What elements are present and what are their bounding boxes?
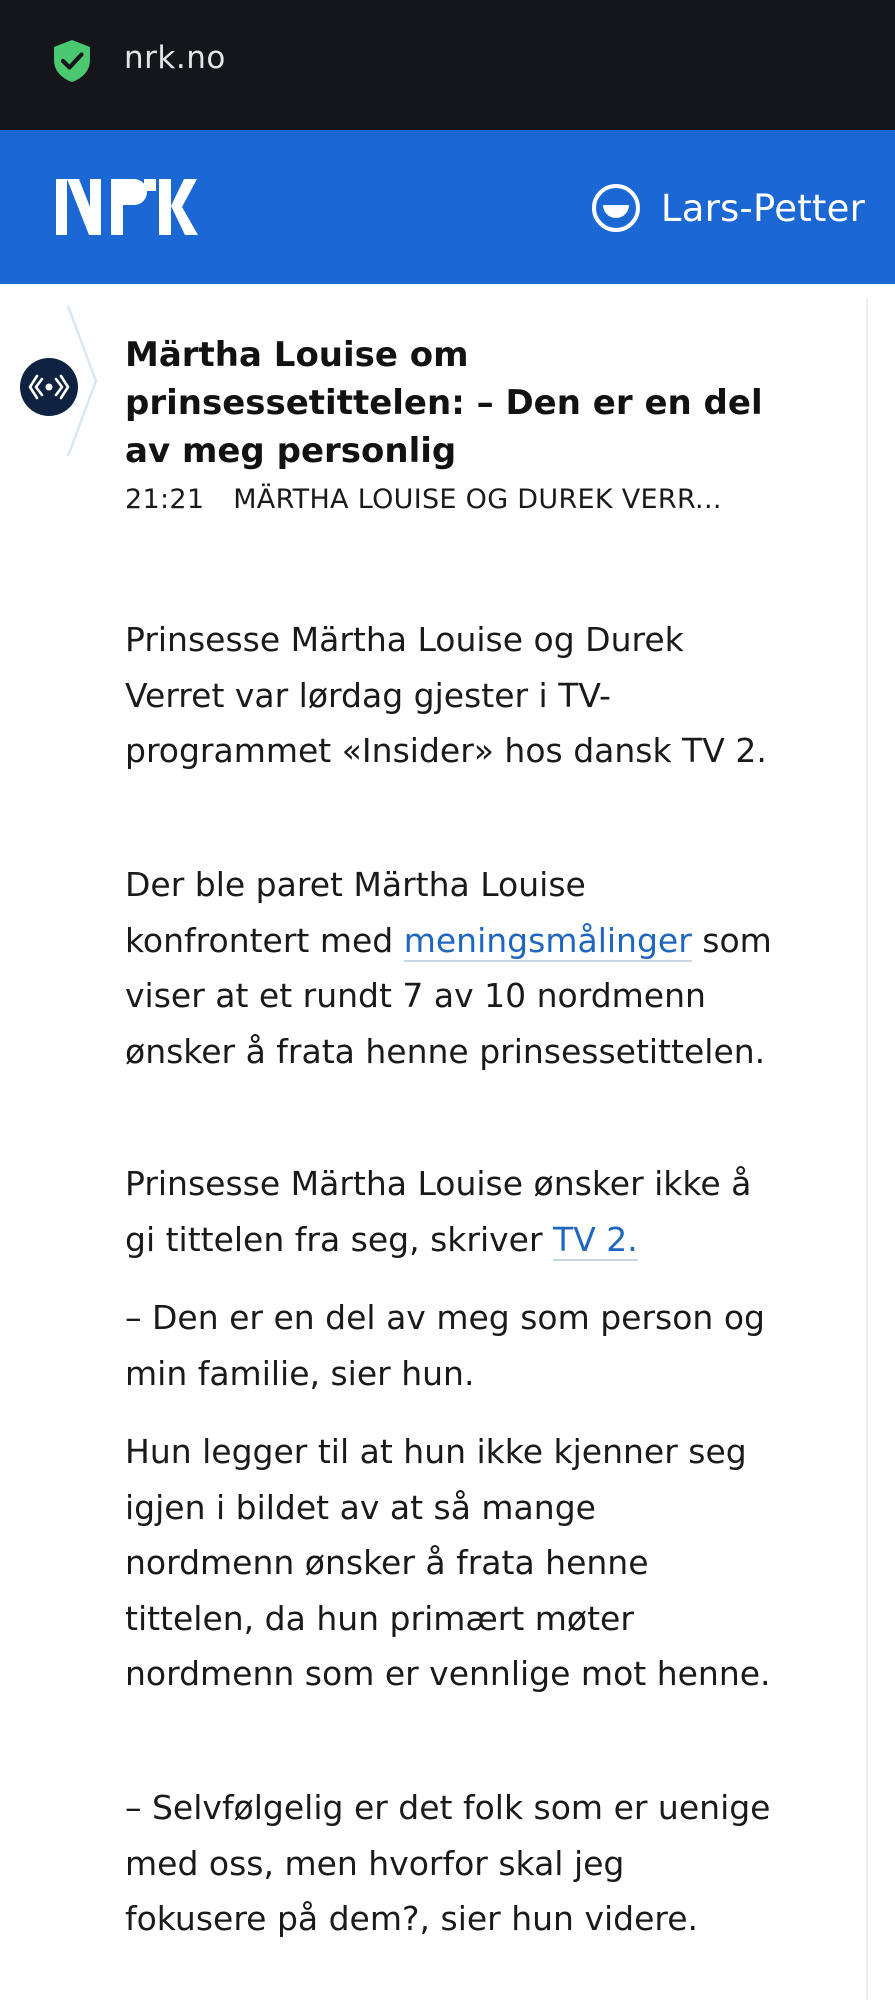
paragraph-3 bbox=[125, 1156, 775, 1267]
paragraph-3-text: Prinsesse Märtha Louise ønsker ikke å gi tittelen fra seg, skriver bbox=[125, 1164, 752, 1259]
paragraph-1: Prinsesse Märtha Louise og Durek Verret var lørdag gjester i TV-programmet «Insider» hos dansk TV 2. bbox=[125, 620, 767, 770]
paragraph-2-text-a: Der ble paret Märtha Louise konfrontert med bbox=[125, 865, 586, 960]
link-meningsmalinger[interactable]: meningsmålinger bbox=[403, 920, 692, 960]
feed-divider bbox=[866, 298, 868, 2000]
browser-address-bar bbox=[0, 0, 895, 130]
profile-name: Lars-Petter bbox=[660, 186, 865, 230]
paragraph-2 bbox=[125, 857, 775, 1079]
paragraph-5: Hun legger til at hun ikke kjenner seg igjen i bildet av at så mange nordmenn ønsker å frata henne tittelen, da hun primært møter nordmenn som er vennlige mot henne. bbox=[125, 1432, 771, 1693]
address-url[interactable]: nrk.no bbox=[124, 40, 226, 76]
entry-title[interactable]: Märtha Louise om prinsessetittelen: – Den er en del av meg personlig bbox=[125, 335, 763, 471]
profile-button[interactable] bbox=[591, 180, 865, 236]
paragraph-6: – Selvfølgelig er det folk som er uenige med oss, men hvorfor skal jeg fokusere på dem?, sier hun videre. bbox=[125, 1788, 771, 1938]
shield-check-icon bbox=[52, 39, 92, 83]
nrk-logo[interactable] bbox=[56, 179, 198, 235]
paragraph-2-text-b: som viser at et rundt 7 av 10 nordmenn ønsker å frata henne prinsessetittelen. bbox=[125, 920, 772, 1071]
entry-meta bbox=[125, 484, 775, 515]
entry-time: 21:21 bbox=[125, 484, 205, 515]
paragraph-4: – Den er en del av meg som person og min familie, sier hun. bbox=[125, 1298, 765, 1393]
entry-topic[interactable]: MÄRTHA LOUISE OG DUREK VERR... bbox=[233, 484, 722, 515]
smiley-user-icon bbox=[591, 183, 641, 233]
live-feed bbox=[0, 284, 895, 2000]
site-header bbox=[0, 130, 895, 284]
live-broadcast-icon bbox=[20, 358, 78, 416]
link-tv2[interactable]: TV 2. bbox=[553, 1219, 638, 1259]
